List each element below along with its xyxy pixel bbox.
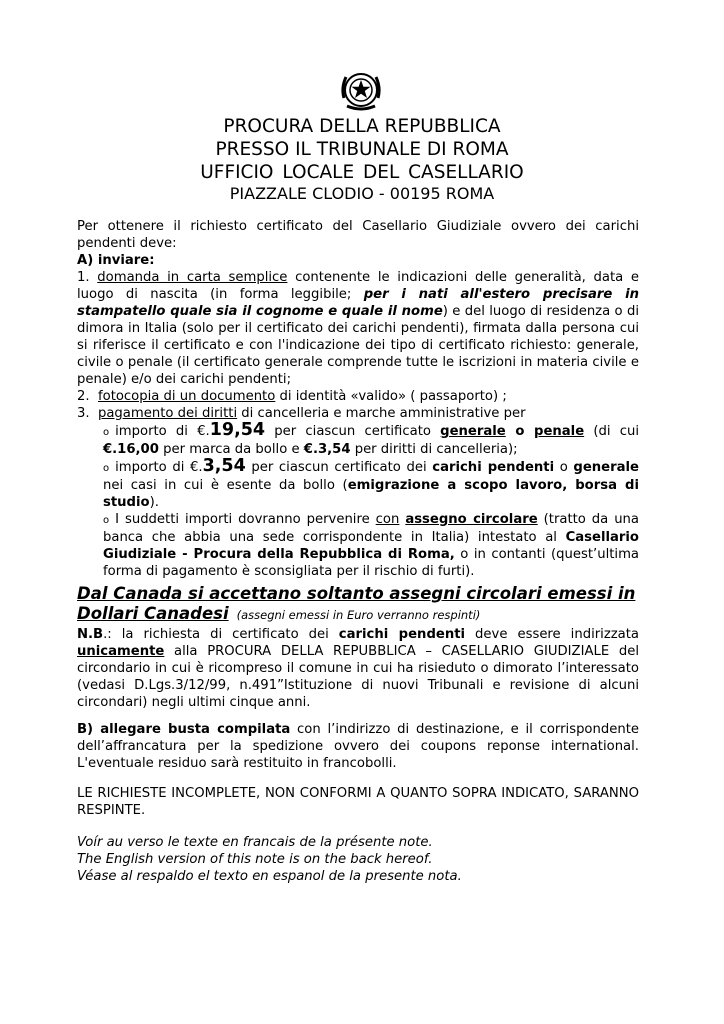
header-line-3: UFFICIO LOCALE DEL CASELLARIO bbox=[200, 162, 524, 183]
nb-text-c: alla PROCURA DELLA REPUBBLICA – CASELLARIO GIUDIZIALE del circondario in cui è ricompreso il comune in cui ha risieduto o dimorato l’interessato (vedasi D.Lgs.3/12/99, n.491”Istituzione di nuovi Tribunali e revisione di alcuni circondari) negli ultimi cinque anni. bbox=[77, 644, 639, 710]
section-b-text: con l’indirizzo di destinazione, e il corrispondente dell’affrancatura per la spedizione ovvero dei coupons reponse international. L'eventuale residuo sarà restituito in francobolli. bbox=[77, 722, 639, 771]
intro-paragraph: Per ottenere il richiesto certificato del Casellario Giudiziale ovvero dei carichi pendenti deve: bbox=[77, 219, 639, 251]
bullet-icon: o bbox=[103, 427, 110, 438]
sub-3-text-c: o in contanti (quest’ultima forma di pagamento è sconsigliata per il rischio di furti). bbox=[103, 547, 639, 579]
canada-note: (assegni emessi in Euro verranno respinti) bbox=[236, 608, 481, 622]
sub-1-text-e: per diritti di cancelleria); bbox=[350, 442, 518, 457]
amount-19-54: 19,54 bbox=[209, 420, 266, 440]
nb-paragraph bbox=[77, 626, 639, 711]
canada-heading: Dal Canada si accettano soltanto assegni circolari emessi in Dollari Canadesi bbox=[77, 584, 636, 623]
header-address: PIAZZALE CLODIO - 00195 ROMA bbox=[229, 184, 495, 203]
item-2 bbox=[77, 388, 639, 405]
sub-item-3 bbox=[77, 511, 639, 580]
sub-3-text-b: (tratto da una banca che abbia una sede corrispondente in Italia) intestato al bbox=[103, 512, 640, 545]
item-2-number: 2. bbox=[77, 389, 90, 404]
canada-notice bbox=[77, 584, 639, 625]
bullet-icon: o bbox=[103, 463, 110, 474]
diritti-amount: €.3,54 bbox=[303, 442, 351, 457]
item-3-number: 3. bbox=[77, 406, 90, 421]
item-1-text-a: contenente le indicazioni delle generalità, data e luogo di nascita (in forma leggibile; bbox=[77, 270, 640, 302]
item-1-text-b: ) e del luogo di residenza o di dimora in Italia (solo per il certificato dei carichi pendenti), firmata dalla persona cui si riferisce il certificato e con l'indicazione dei tipo di certificato richiesto: generale, civile o penale (il certificato generale comprende tutte le iscrizioni in materia civile e penale) e/o dei carichi pendenti; bbox=[77, 304, 639, 387]
sub-item-2 bbox=[77, 458, 639, 511]
section-b-heading: B) allegare busta compilata bbox=[77, 722, 291, 737]
item-1-number: 1. bbox=[77, 270, 90, 285]
unicamente-label: unicamente bbox=[77, 644, 165, 659]
sub-1-text-d: per marca da bollo e bbox=[158, 442, 304, 457]
warning-paragraph: LE RICHIESTE INCOMPLETE, NON CONFORMI A QUANTO SOPRA INDICATO, SARANNO RESPINTE. bbox=[77, 786, 639, 818]
section-a-heading: A) inviare: bbox=[77, 253, 155, 268]
main-instructions bbox=[77, 218, 639, 580]
carichi-pendenti-label: carichi pendenti bbox=[432, 460, 555, 475]
item-1-emphasis: per i nati all'estero precisare in stampatello quale sia il cognome e quale il nome bbox=[77, 287, 639, 319]
nb-text-b: deve essere indirizzata bbox=[465, 627, 639, 642]
bullet-icon: o bbox=[103, 515, 110, 526]
sub-2-text-a: importo di €. bbox=[115, 460, 203, 475]
sub-2-text-b: per ciascun certificato dei bbox=[245, 460, 433, 475]
assegno-circolare-label: assegno circolare bbox=[405, 512, 538, 527]
amount-3-54: 3,54 bbox=[202, 456, 246, 476]
nb-text-a: .: la richiesta di certificato dei bbox=[103, 627, 339, 642]
generale-label: generale bbox=[573, 460, 639, 475]
exemption-label: emigrazione a scopo lavoro, borsa di studio bbox=[103, 478, 639, 510]
penale-label: penale bbox=[534, 424, 585, 439]
carichi-pendenti-label: carichi pendenti bbox=[338, 627, 466, 642]
payee-label: Casellario Giudiziale - Procura della Repubblica di Roma, bbox=[103, 530, 639, 562]
sub-1-text-c: (di cui bbox=[584, 424, 639, 439]
item-2-text: di identità «valido» ( passaporto) ; bbox=[275, 389, 507, 404]
or-label: o bbox=[505, 424, 534, 439]
sub-item-1 bbox=[77, 422, 639, 458]
nb-label: N.B bbox=[77, 627, 104, 642]
italian-republic-emblem-icon bbox=[338, 68, 384, 114]
sub-2-text-e: ). bbox=[149, 495, 159, 510]
item-1 bbox=[77, 269, 639, 388]
sub-2-text-c: o bbox=[554, 460, 574, 475]
language-notes bbox=[77, 834, 639, 885]
sub-1-text-a: importo di €. bbox=[115, 424, 210, 439]
note-spanish: Véase al respaldo el texto en espanol de la presente nota. bbox=[77, 869, 462, 884]
sub-3-text-a: I suddetti importi dovranno pervenire bbox=[115, 512, 376, 527]
bollo-amount: €.16,00 bbox=[103, 442, 159, 457]
note-french: Voír au verso le texte en francais de la présente note. bbox=[77, 835, 433, 850]
sub-1-text-b: per ciascun certificato bbox=[265, 424, 441, 439]
item-3-text: di cancelleria e marche amministrative per bbox=[237, 406, 526, 421]
note-english: The English version of this note is on the back hereof. bbox=[77, 852, 433, 867]
generale-label: generale bbox=[440, 424, 506, 439]
item-3-link-text: pagamento dei diritti bbox=[97, 406, 238, 421]
con-label: con bbox=[375, 512, 400, 527]
section-b-paragraph bbox=[77, 721, 639, 772]
item-2-link-text: fotocopia di un documento bbox=[97, 389, 276, 404]
item-3 bbox=[77, 405, 639, 422]
header-line-2: PRESSO IL TRIBUNALE DI ROMA bbox=[215, 139, 509, 160]
header-line-1: PROCURA DELLA REPUBBLICA bbox=[223, 116, 501, 137]
item-1-link-text: domanda in carta semplice bbox=[97, 270, 288, 285]
sub-2-text-d: nei casi in cui è esente da bollo ( bbox=[103, 478, 348, 493]
